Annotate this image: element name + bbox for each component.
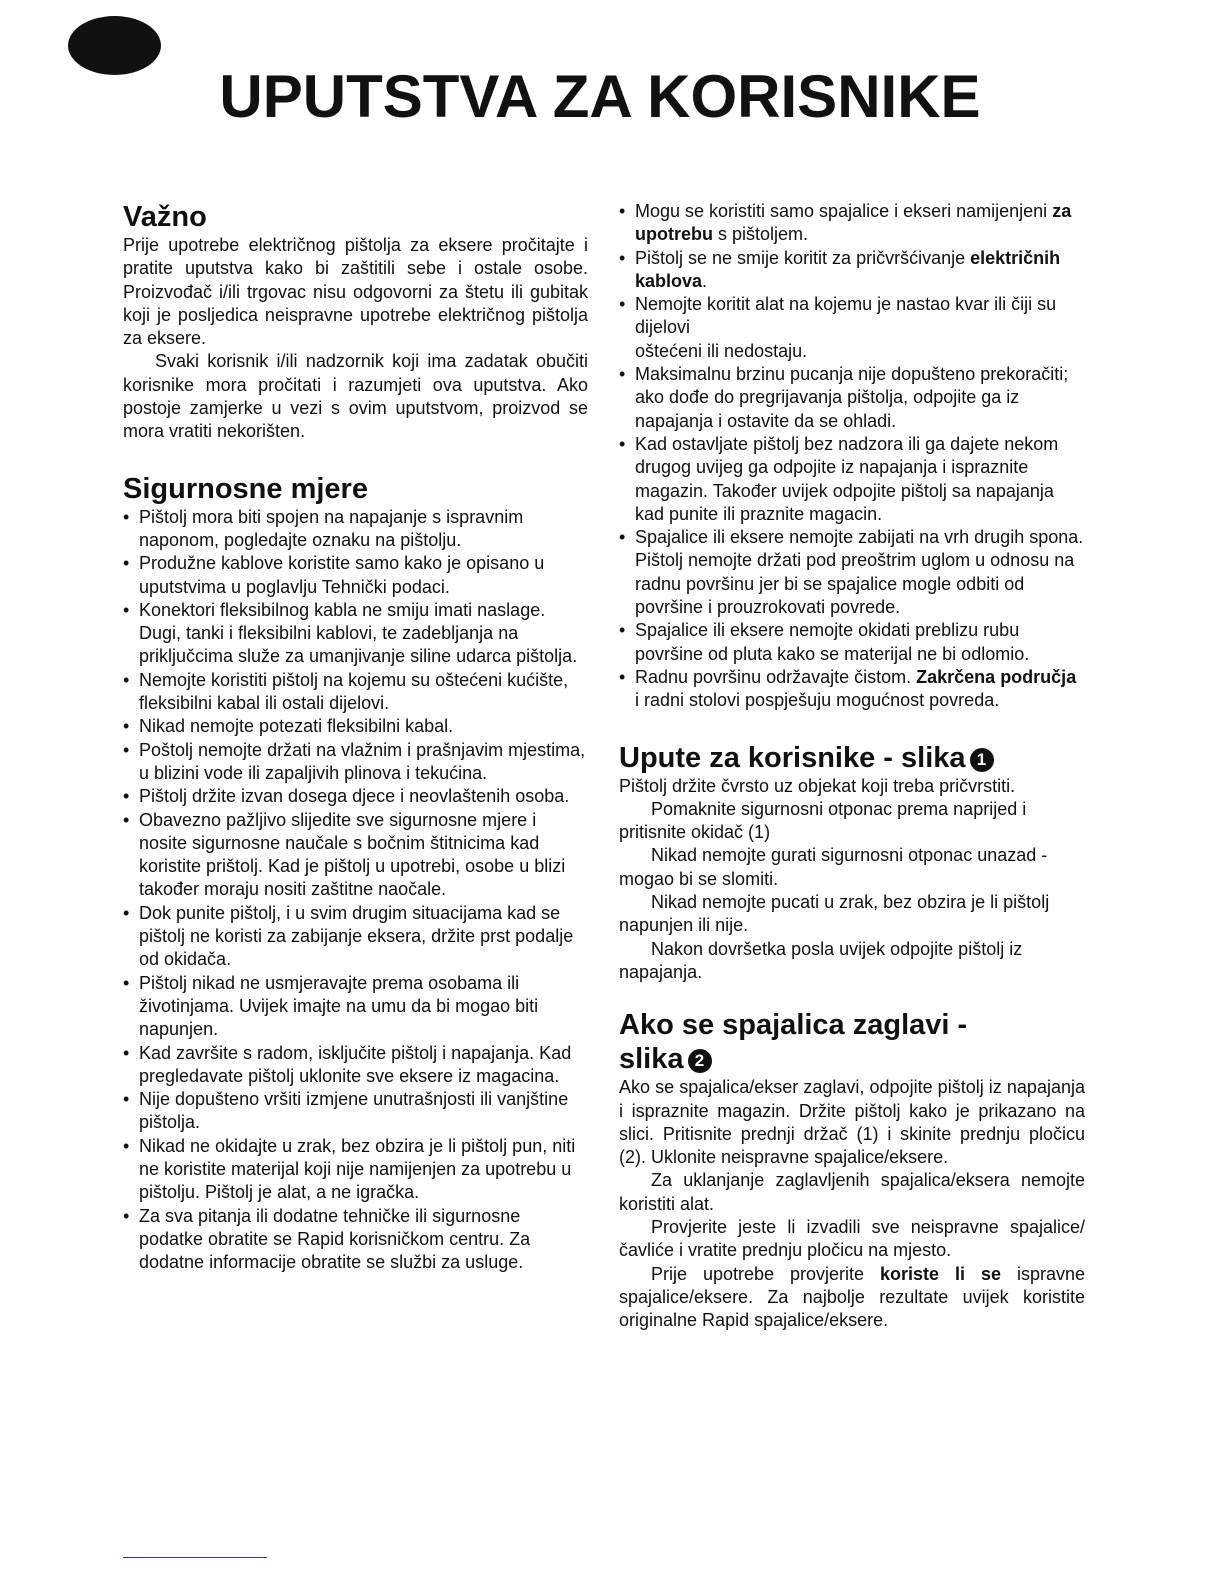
bullet: •	[619, 364, 626, 385]
bullet: •	[619, 201, 626, 221]
safety-item-continuation: oštećeni ili nedostaju.	[635, 340, 808, 361]
bullet: •	[123, 1135, 130, 1156]
safety-item: • Spajalice ili eksere nemojte okidati preblizu rubu površine od pluta kako se materijal ne bi odlomio.	[619, 620, 1030, 664]
safety-list-continued	[619, 200, 1085, 340]
safety-item: • Mogu se koristiti samo spajalice i ekseri namijenjeni za upotrebu s pištoljem.	[619, 201, 1072, 245]
safety-item: • Nikad nemojte potezati fleksibilni kabal.	[123, 715, 588, 738]
right-column	[619, 200, 1085, 1332]
bullet: •	[123, 506, 130, 527]
safety-list	[123, 506, 588, 1275]
instructions-paragraph-5: Nakon dovršetka posla uvijek odpojite pištolj iz napajanja.	[619, 938, 1023, 982]
jam-paragraph-4: Prije upotrebe provjerite koriste li se ispravne spajalice/eksere. Za najbolje rezultate uvijek koristite originalne Rapid spajalice/eksere.	[619, 1263, 1085, 1331]
jam-heading: Ako se spajalica zaglavi - slika 2	[619, 1009, 968, 1076]
safety-item: • Pištolj se ne smije koritit za pričvršćivanje električnih kablova.	[619, 247, 1061, 291]
important-paragraph-2: Svaki korisnik i/ili nadzornik koji ima zadatak obučiti korisnike mora pročitati i razumjeti ova uputstva. Ako postoje zamjerke u vezi s ovim uputstvom, proizvod se mora vratiti nekorišten.	[123, 351, 588, 442]
safety-item: • Dok punite pištolj, i u svim drugim situacijama kad se pištolj ne koristi za zabijanje eksera, držite prst podalje od okidača.	[123, 902, 574, 970]
safety-item: • Pištolj mora biti spojen na napajanje s ispravnim naponom, pogledajte oznaku na pištolju.	[123, 506, 524, 550]
safety-item: • Za sva pitanja ili dodatne tehničke ili sigurnosne podatke obratite se Rapid korisničkom centru. Za dodatne informacije obratite se službi za usluge.	[123, 1205, 531, 1273]
safety-item: • Produžne kablove koristite samo kako je opisano u uputstvima u poglavlju Tehnički podaci.	[123, 553, 545, 597]
safety-heading: Sigurnosne mjere	[123, 472, 368, 505]
bullet: •	[619, 666, 626, 687]
figure-number-badge: 1	[970, 748, 994, 772]
instructions-paragraph-2: Pomaknite sigurnosni otponac prema naprijed i pritisnite okidač (1)	[619, 798, 1027, 843]
jam-paragraph-2: Za uklanjanje zaglavljenih spajalica/eksera nemojte koristiti alat.	[619, 1170, 1085, 1214]
safety-item: • Maksimalnu brzinu pucanja nije dopušteno prekoračiti; ako dođe do pregrijavanja pištolja, odpojite ga iz napajanja i ostavite da se ohladi.	[619, 364, 1069, 431]
safety-item: • Poštolj nemojte držati na vlažnim i prašnjavim mjestima, u blizini vode ili zapaljivih plinova i tekućina.	[123, 739, 586, 783]
bullet: •	[619, 620, 626, 641]
bullet: •	[619, 527, 626, 548]
bullet: •	[123, 902, 130, 923]
page-title: UPUTSTVA ZA KORISNIKE	[219, 63, 981, 130]
safety-item: • Obavezno pažljivo slijedite sve sigurnosne mjere i nosite sigurnosne naučale s bočnim štitnicima kad koristite prištolj. Kad je pištolj u upotrebi, osobe u blizi također moraju nositi zaštitne naočale.	[123, 809, 566, 900]
important-heading: Važno	[123, 201, 207, 233]
instructions-paragraph-1: Pištolj držite čvrsto uz objekat koji treba pričvrstiti.	[619, 775, 1016, 796]
jam-paragraph-3: Provjerite jeste li izvadili sve neispravne spajalice/čavliće i vratite prednju pločicu na mjesto.	[619, 1216, 1085, 1261]
bullet: •	[123, 553, 130, 574]
user-instructions-heading: Upute za korisnike - slika 1	[619, 741, 1085, 775]
bullet: •	[123, 1089, 130, 1110]
bullet: •	[123, 1205, 130, 1226]
instructions-paragraph-3: Nikad nemojte gurati sigurnosni otponac unazad - mogao bi se slomiti.	[619, 845, 1048, 889]
bullet: •	[123, 599, 130, 620]
safety-item: • Kad ostavljate pištolj bez nadzora ili ga dajete nekom drugog uvijeg ga odpojite iz napajanja i ispraznite magazin. Također uvijek odpojite pištolj sa napajanja kad punite ili praznite magacin.	[619, 433, 1059, 524]
bullet: •	[619, 294, 626, 315]
safety-item: • Radnu površinu održavajte čistom. Zakrčena područja i radni stolovi pospješuju mogućnost povreda.	[619, 666, 1077, 711]
safety-item: • Konektori fleksibilnog kabla ne smiju imati naslage. Dugi, tanki i fleksibilni kablovi, te zadebljanja na priključcima služe za umanjivanje siline udarca pištolja.	[123, 599, 578, 667]
safety-item: • Kad završite s radom, isključite pištolj i napajanja. Kad pregledavate pištolj uklonite sve eksere iz magacina.	[123, 1042, 572, 1086]
bullet: •	[123, 669, 130, 690]
footer-rule	[123, 1557, 267, 1558]
bullet: •	[123, 972, 130, 993]
bullet: •	[619, 247, 626, 268]
safety-item: • Nikad ne okidajte u zrak, bez obzira je li pištolj pun, niti ne koristite materijal koji nije namijenjen za upotrebu u pištolju. Pištolj je alat, a ne igračka.	[123, 1135, 576, 1203]
bullet: •	[123, 809, 130, 830]
safety-item: • Pištolj nikad ne usmjeravajte prema osobama ili životinjama. Uvijek imajte na umu da bi mogao biti napunjen.	[123, 972, 539, 1040]
jam-paragraph-1: Ako se spajalica/ekser zaglavi, odpojite pištolj iz napajanja i ispraznite magazin. Držite pištolj kako je prikazano na slici. Pritisnite prednji držač (1) i skinite prednju pločicu (2). Uklonite neispravne spajalice/eksere.	[619, 1077, 1085, 1168]
safety-item: • Spajalice ili eksere nemojte zabijati na vrh drugih spona. Pištolj nemojte držati pod preoštrim uglom u odnosu na radnu površinu jer bi se spajalice mogle odbiti od površine i prouzrokovati povrede.	[619, 527, 1084, 618]
bullet: •	[123, 1042, 130, 1063]
instructions-paragraph-4: Nikad nemojte pucati u zrak, bez obzira je li pištolj napunjen ili nije.	[619, 892, 1050, 936]
left-column	[123, 200, 588, 1274]
safety-item: • Nije dopušteno vršiti izmjene unutrašnjosti ili vanjštine pištolja.	[123, 1089, 569, 1133]
safety-item: • Nemojte koristiti pištolj na kojemu su oštećeni kućište, fleksibilni kabal ili ostali dijelovi.	[123, 669, 569, 714]
safety-item: • Nemojte koritit alat na kojemu je nastao kvar ili čiji su dijelovi	[619, 294, 1057, 338]
bullet: •	[123, 716, 130, 737]
bullet: •	[619, 433, 626, 454]
bullet: •	[123, 786, 130, 807]
important-paragraph-1: Prije upotrebe električnog pištolja za eksere pročitajte i pratite uputstva kako bi zaštitili sebe i ostale osobe. Proizvođač i/ili trgovac nisu odgovorni za štetu ili gubitak koji je posljedica neispravne upotrebe električnog pištolja za eksere.	[123, 235, 588, 349]
safety-item: • Pištolj držite izvan dosega djece i neovlaštenih osoba.	[123, 785, 588, 808]
figure-number-badge: 2	[688, 1049, 712, 1073]
bullet: •	[123, 739, 130, 760]
safety-list-continued-2	[619, 363, 1085, 712]
